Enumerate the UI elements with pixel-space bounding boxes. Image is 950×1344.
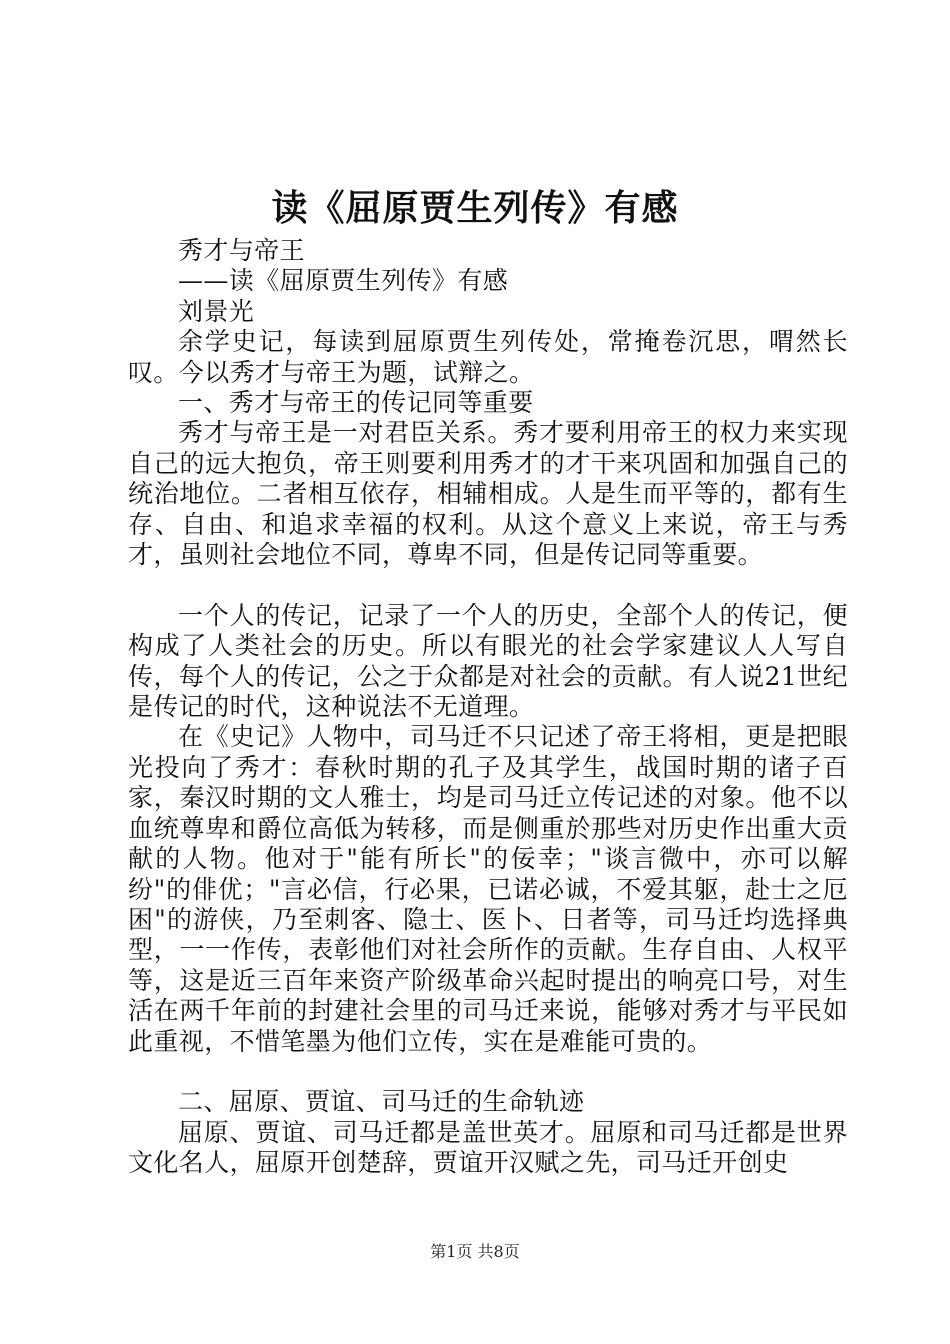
page-number: 第1页 共8页 xyxy=(430,1242,520,1261)
subtitle-line: 秀才与帝王 xyxy=(178,236,306,265)
body-paragraph: 在《史记》人物中，司马迁不只记述了帝王将相，更是把眼光投向了秀才：春秋时期的孔子及其学生，战国时期的诸子百家，秦汉时期的文人雅士，均是司马迁立传记述的对象。他不以血统尊卑和爵位高低为转移，而是侧重於那些对历史作出重大贡献的人物。他对于"能有所长"的佞幸；"谈言微中，亦可以解纷"的俳优；"言必信，行必果，已诺必诚，不爱其躯，赴士之厄困"的游侠，乃至刺客、隐士、医卜、日者等，司马迁均选择典型，一一作传，表彰他们对社会所作的贡献。生存自由、人权平等，这是近三百年来资产阶级革命兴起时提出的响亮口号，对生活在两千年前的封建社会里的司马迁来说，能够对秀才与平民如此重视，不惜笔墨为他们立传，实在是难能可贵的。 xyxy=(128,722,848,1056)
subtitle-line: ——读《屈原贾生列传》有感 xyxy=(178,266,509,296)
body-paragraph: 屈原、贾谊、司马迁都是盖世英才。屈原和司马迁都是世界文化名人，屈原开创楚辞，贾谊开汉赋之先，司马迁开创史 xyxy=(128,1117,848,1178)
section-heading: 一、秀才与帝王的传记同等重要 xyxy=(178,388,534,418)
author-line: 刘景光 xyxy=(178,296,255,326)
section-heading: 二、屈原、贾谊、司马迁的生命轨迹 xyxy=(178,1087,585,1117)
body-paragraph: 秀才与帝王是一对君臣关系。秀才要利用帝王的权力来实现自己的远大抱负，帝王则要利用秀才的才干来巩固和加强自己的统治地位。二者相互依存，相辅相成。人是生而平等的，都有生存、自由、和追求幸福的权利。从这个意义上来说，帝王与秀才，虽则社会地位不同，尊卑不同，但是传记同等重要。 xyxy=(128,418,848,570)
document-title: 读《屈原贾生列传》有感 xyxy=(271,187,679,229)
body-paragraph: 余学史记，每读到屈原贾生列传处，常掩卷沉思，喟然长叹。今以秀才与帝王为题，试辩之。 xyxy=(128,327,848,387)
body-paragraph: 一个人的传记，记录了一个人的历史，全部个人的传记，便构成了人类社会的历史。所以有眼光的社会学家建议人人写自传，每个人的传记，公之于众都是对社会的贡献。有人说21世纪是传记的时代，这种说法不无道理。 xyxy=(128,600,848,722)
document-body xyxy=(128,236,848,1179)
